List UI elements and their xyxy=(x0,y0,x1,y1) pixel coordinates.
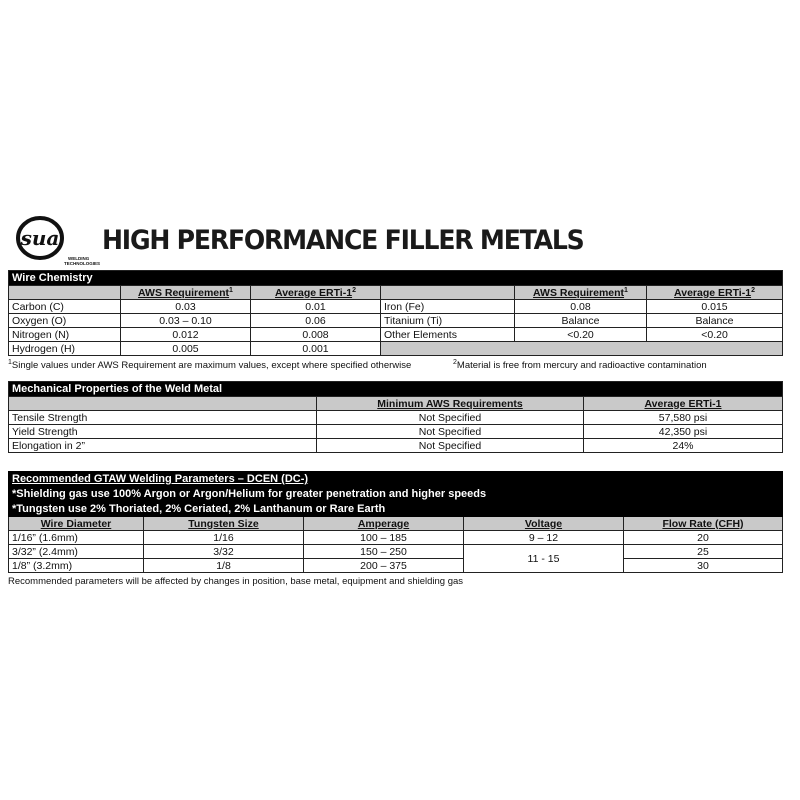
col-flow-rate: Flow Rate (CFH) xyxy=(624,517,783,531)
column-header-row xyxy=(9,517,783,531)
col-minimum-aws: Minimum AWS Requirements xyxy=(317,397,584,411)
table-row: 1/8” (3.2mm) 1/8 200 – 375 30 xyxy=(9,559,783,573)
table-row: Yield Strength Not Specified 42,350 psi xyxy=(9,425,783,439)
col-tungsten-size: Tungsten Size xyxy=(144,517,304,531)
table-row: 1/16” (1.6mm) 1/16 100 – 185 9 – 12 20 xyxy=(9,531,783,545)
page-title: HIGH PERFORMANCE FILLER METALS xyxy=(102,225,584,256)
gtaw-parameters-table xyxy=(8,471,783,573)
svg-text:TECHNOLOGIES: TECHNOLOGIES xyxy=(64,261,101,266)
gtaw-footnote: Recommended parameters will be affected by changes in position, base metal, equipment and shielding gas xyxy=(8,576,464,587)
section-title-row xyxy=(9,271,783,286)
col-wire-diameter: Wire Diameter xyxy=(9,517,144,531)
col-aws-requirement-2: AWS Requirement$^1$ xyxy=(515,286,647,300)
tungsten-note: *Tungsten use 2% Thoriated, 2% Ceriated, 2% Lanthanum or Rare Earth xyxy=(9,502,783,517)
wire-chemistry-title: Wire Chemistry xyxy=(9,271,783,286)
table-row: Hydrogen (H) 0.005 0.001 xyxy=(9,342,783,356)
col-aws-requirement: AWS Requirement$^1$ xyxy=(121,286,251,300)
gtaw-title: Recommended GTAW Welding Parameters – DCEN (DC-) xyxy=(9,472,783,487)
table-row: 3/32” (2.4mm) 3/32 150 – 250 11 - 15 25 xyxy=(9,545,783,559)
column-header-row xyxy=(9,397,783,411)
wire-chemistry-table xyxy=(8,270,783,356)
table-row: Carbon (C) 0.03 0.01 Iron (Fe) 0.08 0.015 xyxy=(9,300,783,314)
mechanical-properties-title: Mechanical Properties of the Weld Metal xyxy=(9,382,783,397)
svg-text:sua: sua xyxy=(20,226,60,250)
gtaw-note-row xyxy=(9,502,783,517)
gtaw-title-row xyxy=(9,472,783,487)
table-row: Tensile Strength Not Specified 57,580 psi xyxy=(9,411,783,425)
footnote-2: $^2$Material is free from mercury and radioactive contamination xyxy=(453,359,707,371)
col-voltage: Voltage xyxy=(464,517,624,531)
column-header-row xyxy=(9,286,783,300)
table-row: Nitrogen (N) 0.012 0.008 Other Elements <0.20 <0.20 xyxy=(9,328,783,342)
col-amperage: Amperage xyxy=(304,517,464,531)
table-row: Elongation in 2” Not Specified 24% xyxy=(9,439,783,453)
gtaw-note-row xyxy=(9,487,783,502)
col-average-erti: Average ERTi-$1^2$ xyxy=(251,286,381,300)
section-title-row xyxy=(9,382,783,397)
page-header xyxy=(10,213,790,269)
table-row: Oxygen (O) 0.03 – 0.10 0.06 Titanium (Ti) Balance Balance xyxy=(9,314,783,328)
col-average-erti: Average ERTi-1 xyxy=(584,397,783,411)
mechanical-properties-table xyxy=(8,381,783,453)
col-average-erti-2: Average ERTi-$1^2$ xyxy=(647,286,783,300)
svg-text:WELDING: WELDING xyxy=(68,256,90,261)
sua-logo xyxy=(10,213,102,269)
shielding-gas-note: *Shielding gas use 100% Argon or Argon/Helium for greater penetration and higher speeds xyxy=(9,487,783,502)
footnote-1: $^1$Single values under AWS Requirement are maximum values, except where specified otherwise xyxy=(8,359,412,371)
